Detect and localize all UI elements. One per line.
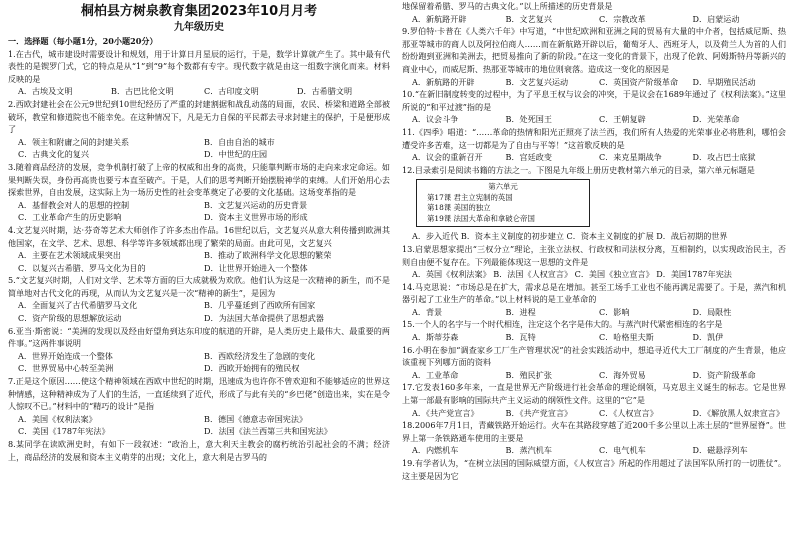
option: A．议会斗争 [412, 114, 459, 125]
option: C．《人权宣言》 [599, 407, 658, 418]
option: D．资产阶级革命 [692, 369, 756, 380]
left-column [8, 0, 390, 463]
right-column [402, 0, 786, 482]
option: B．《共产党宣言》 [505, 407, 573, 418]
question-17-options [402, 407, 786, 420]
option: D．中世纪的庄园 [204, 149, 268, 160]
option: D．凯伊 [692, 332, 724, 343]
question-7-options [8, 413, 390, 438]
option: A．斯蒂芬森 [412, 332, 459, 343]
option: A．全面复兴了古代希腊罗马文化 [18, 300, 138, 311]
option: A．背景 [412, 306, 443, 317]
question-12: 12.目录索引是阅读书籍的方法之一。下图是九年级上册历史教材第六单元的目录，第六单元标题是 [402, 164, 755, 175]
option: B．西欧经济发生了急剧的变化 [204, 350, 316, 361]
question-2-options [8, 136, 390, 161]
question-8-options [402, 13, 786, 26]
question-7: 7.正是这个原因……使这个精神领域在西欧中世纪的时期，迅速成为也许你不曾欢迎和不能够适应的世界这种情感，这种精神成为了人们的生活，一直延续到了近代，形成了与此有关的“乡巴佬”创造出来，实在是令人惊叹不已。”材料中的“精巧的设计”是指 [8, 376, 390, 412]
option: C．工业革命产生的历史影响 [18, 212, 122, 223]
table-of-contents-box [416, 179, 590, 227]
option: A．美国《权利法案》 [18, 413, 97, 424]
option: B．文艺复兴运动 [505, 76, 569, 87]
lesson-19: 第19课 法国大革命和拿破仑帝国 [427, 213, 535, 223]
question-18: 18.2006年7月1日，青藏铁路开始运行。火车在其路段穿越了近200千多公里以上冻土层的“世界屋脊”。世界上第一条铁路通车使用的主要是 [402, 420, 786, 443]
question-19: 19.有学者认为，“在树立法国的国际威望方面，《人权宣言》所起的作用超过了法国军队所打的一切胜仗”。这主要是因为它 [402, 458, 786, 481]
option: D．让世界开始进入一个整体 [204, 262, 308, 273]
option: C．海外贸易 [599, 369, 646, 380]
option: D．西欧开始拥有的殖民权 [204, 363, 300, 374]
option: C．王朝复辟 [599, 114, 646, 125]
question-11-options [402, 151, 786, 164]
unit-heading: 第六单元 [488, 182, 518, 192]
option: D．早期殖民活动 [692, 76, 756, 87]
option: D．光荣革命 [692, 114, 740, 125]
option: C．来克星期战争 [599, 152, 662, 163]
question-6-options [8, 350, 390, 375]
option: B．蒸汽机车 [505, 445, 552, 456]
option: C．古印度文明 [204, 86, 259, 97]
option: B．殖民扩张 [505, 369, 552, 380]
section-heading: 一．选择题（每小题1分，20小题20分） [8, 36, 158, 46]
option: A．新航路的开辟 [412, 76, 475, 87]
question-4-options [8, 249, 390, 274]
option: D．资本主义世界市场的形成 [204, 212, 308, 223]
option: D．为法国大革命提供了思想武器 [204, 313, 324, 324]
option: C．世界贸易中心转至美洲 [18, 363, 114, 374]
question-15: 15.一个人的名字与一个时代相连，注定这个名字是伟大的。与蒸汽时代紧密相连的名字是 [402, 319, 723, 330]
option: C．电气机车 [599, 445, 646, 456]
option: D．磁悬浮列车 [692, 445, 748, 456]
question-15-options [402, 331, 786, 344]
question-4: 4.文艺复兴时期，达·芬奇等艺术大师创作了许多杰出作品。16世纪以后，文艺复兴从意大利传播到欧洲其他国家，在文学、艺术、思想、科学等许多领域都出现了繁荣的局面。由此可见，文艺复兴 [8, 224, 390, 248]
exam-title: 桐柏县方树泉教育集团2023年10月月考 [80, 4, 318, 19]
option: A．领主和附庸之间的封建关系 [18, 136, 130, 147]
question-14-options [402, 306, 786, 319]
option: B．文艺复兴运动的历史背景 [204, 199, 308, 210]
option: A．主要在艺术领域成果突出 [18, 250, 121, 261]
question-2: 2.西欧封建社会在公元9世纪到10世纪经历了严重的封建割据和战乱动荡的局面，农民、桥梁和道路全部被破坏，教堂和修道院也不能幸免。在这种情况下，凡是无力自保的平民都去寻求封建主的保护，于是便形成了 [8, 98, 390, 135]
question-5: 5.“文艺复兴时期，人们对文学、艺术等方面的巨大成就极为欢欣。他们认为这是一次精神的新生，而不是简单地对古代文化的再现，从而认为文艺复兴是一次“精神的新生”，是因为 [8, 275, 390, 298]
question-10-options [402, 113, 786, 126]
question-17: 17.它发表160多年来，一直是世界无产阶级进行社会革命的理论纲领，马克思主义诞生的标志。它是世界上第一部最有影响的国际共产主义运动的纲领性文件。这里的“它”是 [402, 382, 786, 406]
exam-subtitle: 九年级历史 [174, 22, 224, 33]
option: D．法国《法兰西第三共和国宪法》 [204, 426, 332, 437]
option: D．启蒙运动 [692, 13, 740, 24]
option: C．英国资产阶级革命 [599, 76, 679, 87]
option: A．《共产党宣言》 [412, 407, 479, 418]
question-8-continued: 地保留着希腊、罗马的古典文化。”以上所描述的历史背景是 [402, 1, 613, 11]
option: C．影响 [599, 306, 630, 317]
question-16-options [402, 369, 786, 382]
question-3: 3.随着商品经济的发展，竞争机制打破了上帝的权威和出身的高贵，只能靠判断市场的走向来求定命运。如果判断失误，身份再高贵也要亏本直至破产。于是，人们的思考判断开始摆脱神学的束缚。人们开始用心去探索世界，自由发展，这实际上为一场历史性的社会变革奠定了必要的文化基础。这场变革指的是 [8, 161, 390, 198]
option: C．哈格里夫斯 [599, 332, 654, 343]
question-8: 8.某同学在读欧洲史时，有如下一段叙述：“政治上，意大利天主教会的腐朽统治引起社会的不满；经济上，商品经济的发展和资本主义萌芽的出现；文化上，意大利是古罗马的 [8, 439, 390, 462]
option: A．工业革命 [412, 369, 459, 380]
question-1-options [8, 85, 390, 98]
question-6: 6.亚当·斯密说：“美洲的发现以及经由好望角到达东印度的航道的开辟，是人类历史上最伟大、最重要的两件事。”这两件事说明 [8, 325, 390, 349]
option: B．进程 [505, 306, 536, 317]
option: A．世界开始连成一个整体 [18, 350, 113, 361]
option: B．推动了欧洲科学文化思想的繁荣 [204, 250, 332, 261]
option: B．文艺复兴 [505, 13, 552, 24]
question-13: 13.启蒙思想家提出“三权分立”理论，主张立法权、行政权和司法权分离，互相制约，以实现政治民主，否则自由便不复存在。下列最能体现这一思想的文件是 [402, 243, 786, 267]
question-16: 16.小明在参加“调查家乡工厂生产管理状况”的社会实践活动中，想追寻近代大工厂制度的产生背景，他应该重视下列哪方面的资料 [402, 344, 786, 368]
question-1: 1.在古代，城市建设时需要设计和规划，用于计算日月星辰的运行，于是，数学计算就产生了。其中最有代表性的是锲罗门式，它的特点是从“1”到“9”每个数都有专字。现代数字就是由这一组数字演化而来。材料反映的是 [8, 48, 390, 84]
option: D．《解放黑人奴隶宣言》 [692, 407, 784, 418]
option: C．宗教改革 [599, 13, 646, 24]
lesson-18: 第18课 美国的独立 [427, 203, 491, 213]
option: A．新航路开辟 [412, 13, 467, 24]
option: A．议会的重新召开 [412, 152, 483, 163]
question-10: 10.“在新旧制度转变的过程中，为了平息王权与议会的冲突，于是议会在1689年通过了《权利法案》。”这里所说的“和平过渡”指的是 [402, 89, 786, 112]
option: B．宫廷政变 [505, 152, 552, 163]
option: B．瓦特 [505, 332, 536, 343]
option: C．资产阶级的思想解放运动 [18, 313, 122, 324]
option: D．攻占巴士底狱 [692, 152, 756, 163]
option: B．古巴比伦文明 [111, 86, 174, 97]
lesson-17: 第17课 君主立宪制的英国 [427, 192, 513, 202]
question-11: 11.《四季》唱道：“……革命的热情和阳光正照亮了法兰西，我们所有人热爱的光荣事业必将胜利，哪怕会遭受许多苦难，这一切都是为了自由与平等！”这首歌反映的是 [402, 126, 786, 150]
option: C．古典文化的复兴 [18, 149, 89, 160]
option: B．德国《德意志帝国宪法》 [204, 413, 308, 424]
question-13-options: A．英国《权利法案》 B．法国《人权宣言》 C．美国《独立宣言》 D．美国1787年宪法 [412, 269, 732, 280]
option: A．基督教会对人的思想的控制 [18, 199, 130, 210]
option: D．局限性 [692, 306, 732, 317]
option: B．处死国王 [505, 114, 552, 125]
option: A．古埃及文明 [18, 86, 73, 97]
option: C．以复兴古希腊、罗马文化为目的 [18, 262, 146, 273]
question-9: 9.罗伯特·卡普在《人类六千年》中写道，“中世纪欧洲和亚洲之间的贸易有大量的中介者，包括威尼斯、热那亚等城市的商人以及阿拉伯商人……而在新航路开辟以后，葡萄牙人、西班牙人，以及荷兰人为首的人们纷纷跑到亚洲和美洲去，把贸易推向了新的阶段。”在这一变化的背景下，出现了伦敦、阿姆斯特丹等新兴的商业中心，而威尼斯、热那亚等城市的地位则衰落。造成这一变化的原因是 [402, 26, 786, 74]
question-5-options [8, 299, 390, 324]
question-18-options [402, 444, 786, 457]
option: A．内燃机车 [412, 445, 459, 456]
question-9-options [402, 76, 786, 89]
option: C．美国《1787年宪法》 [18, 426, 110, 437]
question-3-options [8, 199, 390, 224]
question-14: 14.马克思说：“市场总是在扩大，需求总是在增加。甚至工场手工业也不能再满足需要了。于是，蒸汽和机器引起了工业生产的革命。”以上材料说的是工业革命的 [402, 281, 786, 305]
option: B．几乎蔓延到了西欧所有国家 [204, 300, 316, 311]
option: B．自由自治的城市 [204, 136, 275, 147]
question-12-options: A．步入近代 B．资本主义制度的初步建立 C．资本主义制度的扩展 D．战后初期的世界 [412, 231, 728, 242]
option: D．古希腊文明 [297, 86, 353, 97]
